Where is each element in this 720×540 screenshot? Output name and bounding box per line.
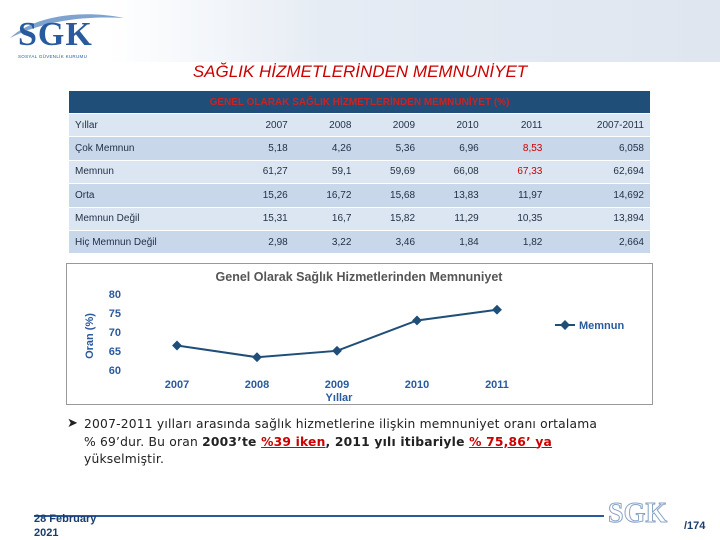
data-point (332, 346, 342, 356)
footer-date (34, 512, 96, 540)
table-cell: 3,22 (294, 230, 358, 253)
satisfaction-table (69, 91, 650, 254)
summary-highlight-2003: %39 iken (261, 434, 326, 449)
table-cell: 6,96 (421, 137, 485, 160)
table-header-cell: 2010 (421, 114, 485, 137)
data-point (412, 315, 422, 325)
y-tick-label: 65 (108, 346, 121, 358)
table-cell: 15,82 (357, 207, 421, 230)
footer-logo: SGK (608, 498, 668, 529)
table-cell: 14,692 (548, 184, 650, 207)
table-cell: 10,35 (485, 207, 549, 230)
table-row (69, 137, 650, 160)
footer-date-line2: 2021 (34, 527, 59, 539)
summary-line2-d: , 2011 yılı itibariyle (325, 434, 470, 449)
row-label: Orta (69, 184, 230, 207)
table-cell: 15,68 (357, 184, 421, 207)
footer-divider (34, 515, 604, 517)
table-cell: 61,27 (230, 160, 294, 183)
table-cell: 5,18 (230, 137, 294, 160)
data-point (252, 352, 262, 362)
chart-xlabel: Yıllar (325, 392, 353, 404)
data-point (492, 305, 502, 315)
logo-text: SGK (18, 16, 93, 53)
table-title: GENEL OLARAK SAĞLIK HİZMETLERİNDEN MEMNUNİYET (%) (69, 91, 650, 114)
bullet-arrow-icon: ➤ (67, 415, 78, 430)
summary-line1: 2007-2011 yılları arasında sağlık hizmetlerine ilişkin memnuniyet oranı ortalama (84, 417, 598, 431)
table-cell: 66,08 (421, 160, 485, 183)
x-tick-label: 2007 (164, 379, 190, 391)
summary-text (84, 416, 684, 469)
footer-date-line1: 28 February (34, 513, 97, 525)
summary-line2-a: % 69’dur. Bu oran (84, 434, 203, 449)
table-row (69, 184, 650, 207)
table-row (69, 207, 650, 230)
table-cell: 11,97 (485, 184, 549, 207)
table-cell: 3,46 (357, 230, 421, 253)
table-header-cell: 2011 (485, 114, 549, 137)
table-cell: 6,058 (548, 137, 650, 160)
table-cell: 16,7 (294, 207, 358, 230)
summary-highlight-2011: % 75,86’ ya (469, 434, 553, 449)
line-chart (66, 263, 653, 405)
row-label: Memnun (69, 160, 230, 183)
table-cell: 2,664 (548, 230, 650, 253)
row-label: Çok Memnun (69, 137, 230, 160)
x-tick-label: 2010 (404, 379, 430, 391)
table-cell: 2,98 (230, 230, 294, 253)
table-cell: 15,31 (230, 207, 294, 230)
table-header-cell: Yıllar (69, 114, 230, 137)
legend-label: Memnun (579, 320, 625, 332)
table-header-cell: 2007 (230, 114, 294, 137)
table-row (69, 230, 650, 253)
logo-subtitle: SOSYAL GÜVENLİK KURUMU (18, 54, 88, 59)
table-header-cell: 2008 (294, 114, 358, 137)
table-cell-highlight: 8,53 (485, 137, 549, 160)
chart-ylabel: Oran (%) (84, 313, 96, 359)
row-label: Hiç Memnun Değil (69, 230, 230, 253)
table-cell: 59,69 (357, 160, 421, 183)
y-tick-label: 70 (108, 327, 121, 339)
table-header-cell: 2007-2011 (548, 114, 650, 137)
summary-line3: yükselmiştir. (84, 452, 165, 466)
chart-canvas (67, 264, 652, 404)
table-cell: 16,72 (294, 184, 358, 207)
page-number: /174 (684, 520, 706, 532)
y-tick-label: 80 (108, 289, 121, 301)
sgk-logo (4, 6, 124, 60)
table-cell: 1,82 (485, 230, 549, 253)
page-title: SAĞLIK HİZMETLERİNDEN MEMNUNİYET (192, 62, 528, 81)
y-tick-label: 75 (108, 308, 121, 320)
table-cell: 13,894 (548, 207, 650, 230)
table-title-row (69, 91, 650, 114)
table-cell: 5,36 (357, 137, 421, 160)
chart-title: Genel Olarak Sağlık Hizmetlerinden Memnuniyet (215, 270, 503, 284)
table-header-row (69, 114, 650, 137)
table-cell: 11,29 (421, 207, 485, 230)
table-cell-highlight: 67,33 (485, 160, 549, 183)
data-point (172, 341, 182, 351)
table-cell: 62,694 (548, 160, 650, 183)
summary-line2-b: 2003’te (202, 434, 262, 449)
table-cell: 59,1 (294, 160, 358, 183)
row-label: Memnun Değil (69, 207, 230, 230)
table-cell: 1,84 (421, 230, 485, 253)
table-cell: 13,83 (421, 184, 485, 207)
x-tick-label: 2008 (244, 379, 270, 391)
table-cell: 15,26 (230, 184, 294, 207)
x-tick-label: 2011 (485, 379, 509, 391)
x-tick-label: 2009 (324, 379, 350, 391)
legend-marker (560, 320, 570, 330)
table-cell: 4,26 (294, 137, 358, 160)
y-tick-label: 60 (108, 365, 121, 377)
table-header-cell: 2009 (357, 114, 421, 137)
table-row (69, 160, 650, 183)
